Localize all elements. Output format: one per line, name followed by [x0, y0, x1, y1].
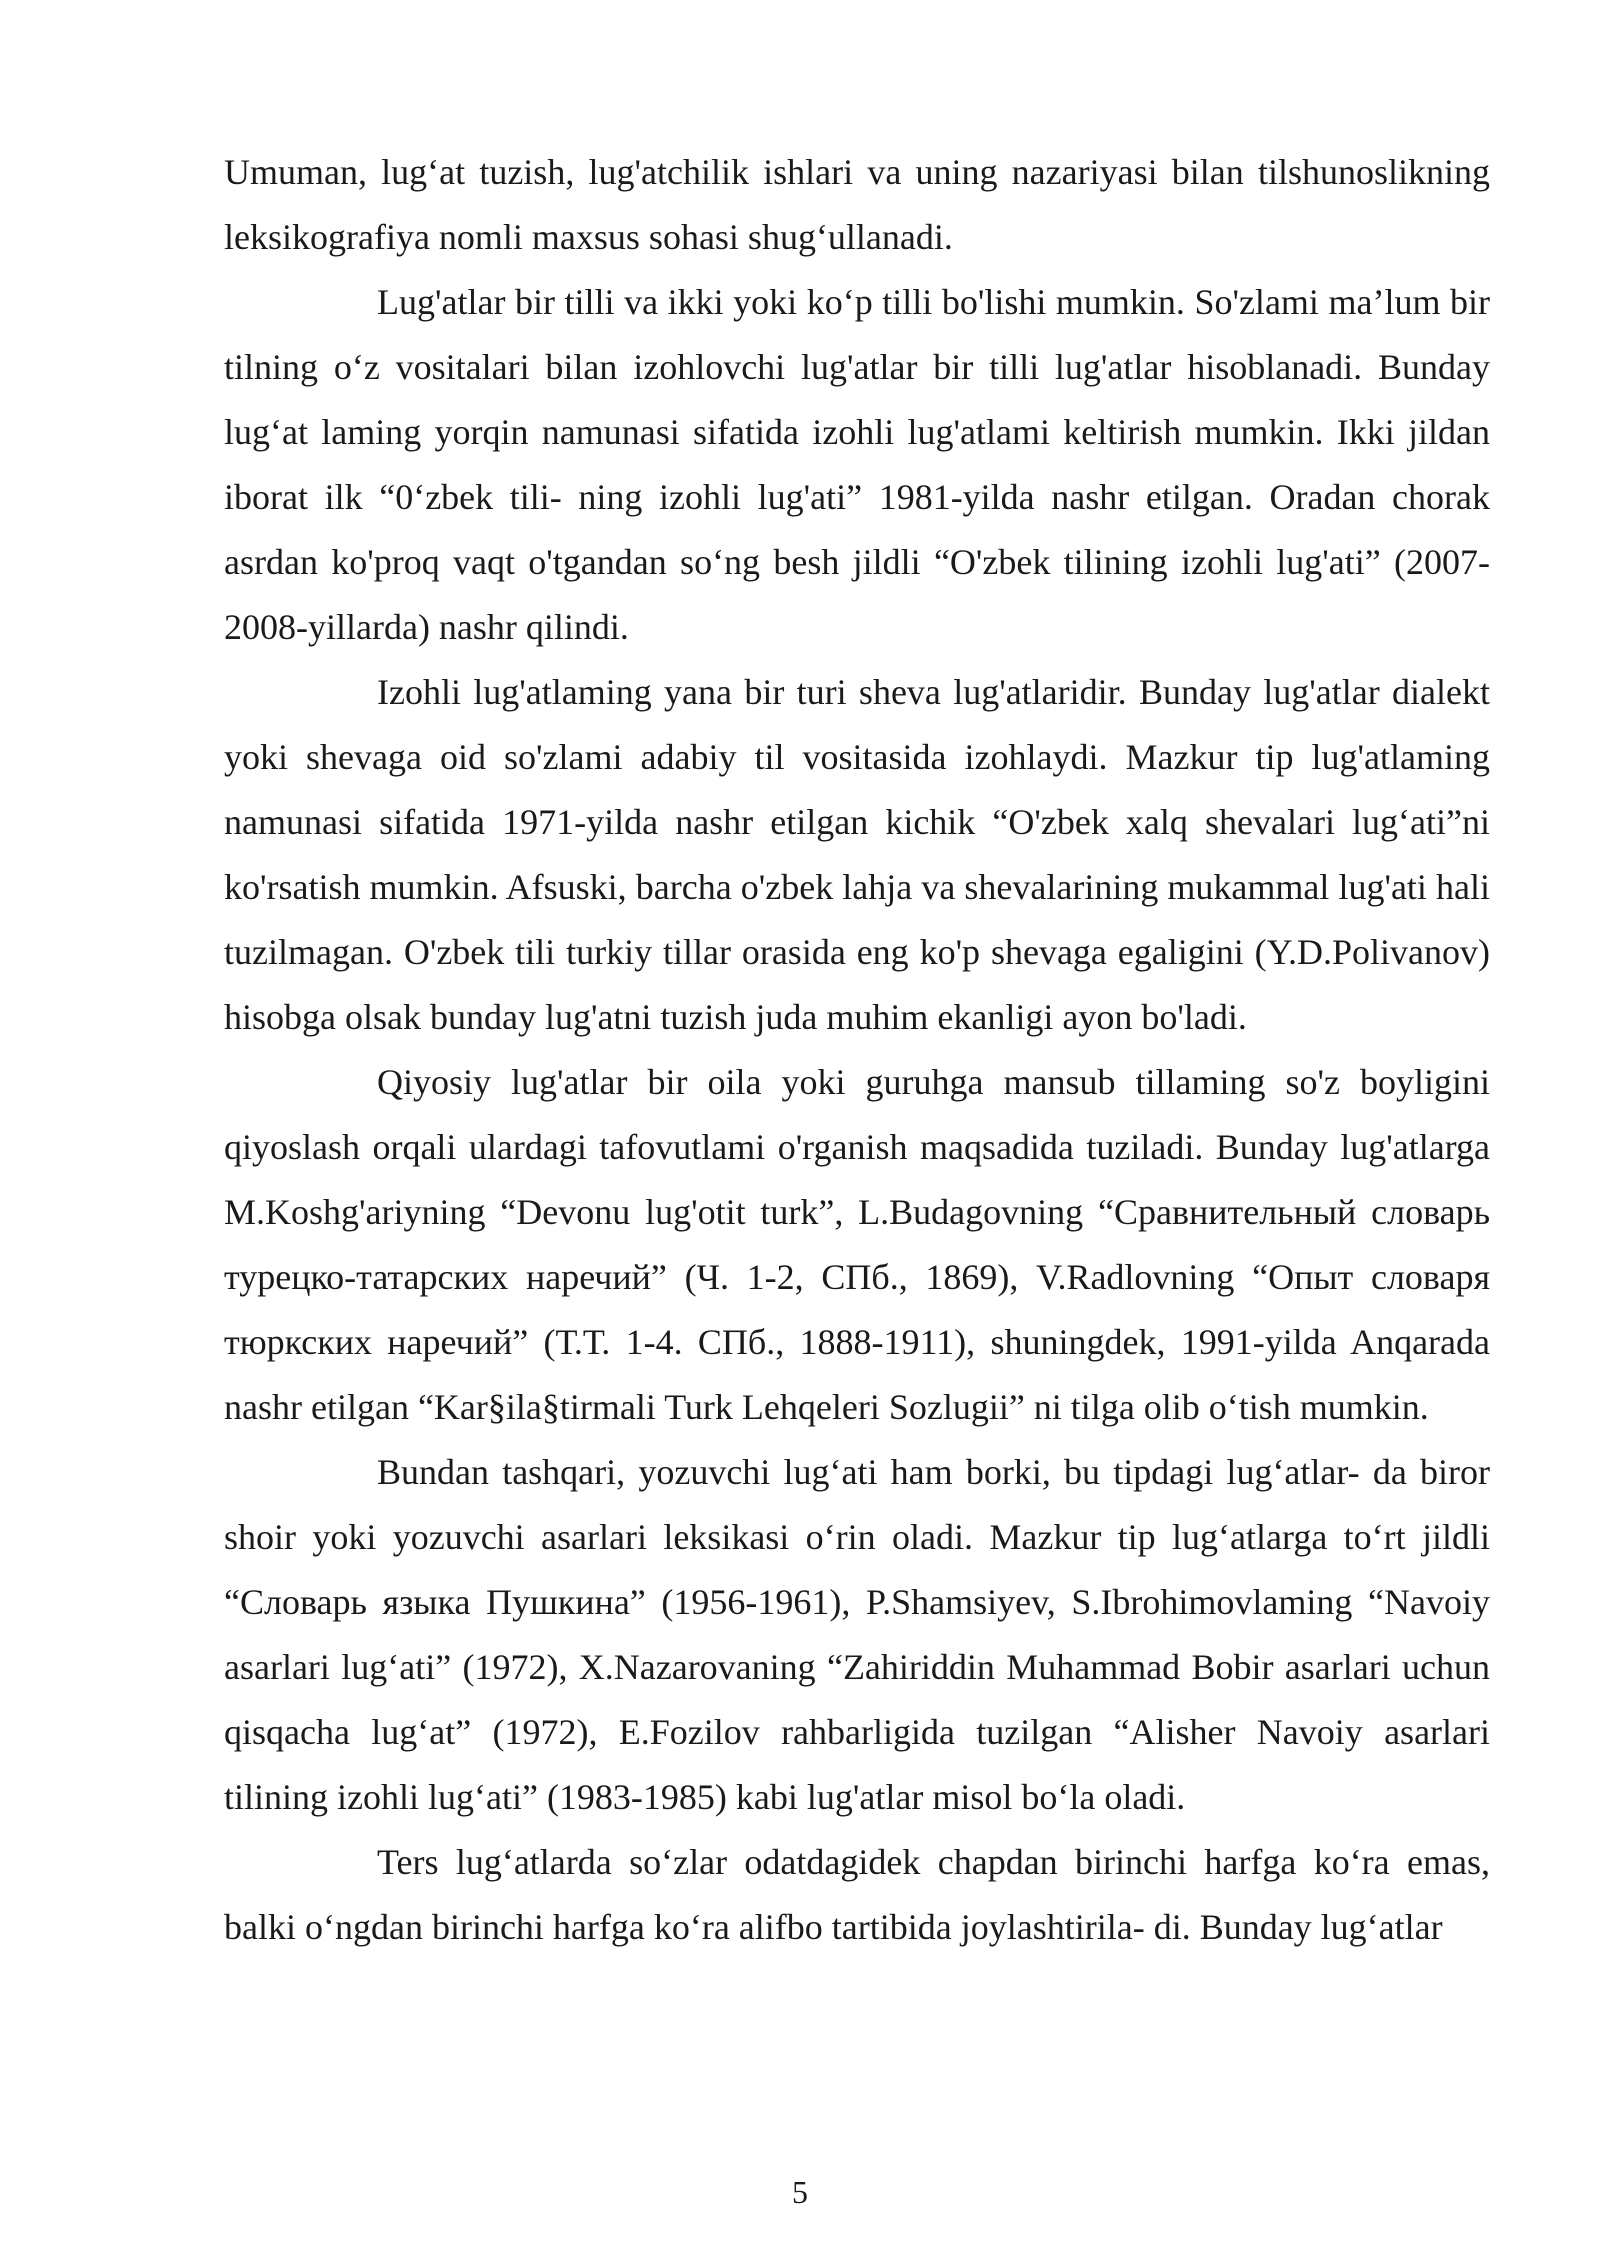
paragraph-1: Umuman, lug‘at tuzish, lug'atchilik ishlari va uning nazariyasi bilan tilshunoslikning leksikografiya nomli maxsus sohasi shug‘ullanadi. [224, 152, 1490, 257]
paragraph-6: Ters lug‘atlarda so‘zlar odatdagidek chapdan birinchi harfga ko‘ra emas, balki o‘ngdan birinchi harfga ko‘ra alifbo tartibida joylashtirila- di. Bunday lug‘atlar [224, 1842, 1490, 1947]
page-number: 5 [792, 2174, 808, 2210]
paragraph-4: Qiyosiy lug'atlar bir oila yoki guruhga mansub tillaming so'z boyligini qiyoslash orqali ulardagi tafovutlami o'rganish maqsadida tuziladi. Bunday lug'atlarga M.Koshg'ariyning “Devonu lug'otit turk”, L.Budagovning “Сравнительный словарь турецко-татарских наречий” (Ч. 1-2, СПб., 1869), V.Radlovning “Опыт словаря тюркских наречий” (Т.Т. 1-4. СПб., 1888-1911), shuningdek, 1991-yilda Anqarada nashr etilgan “Kar§ila§tirmali Turk Lehqeleri Sozlugii” ni tilga olib o‘tish mumkin. [224, 1062, 1490, 1427]
document-body [224, 140, 1490, 1960]
paragraph-2: Lug'atlar bir tilli va ikki yoki ko‘p tilli bo'lishi mumkin. So'zlami ma’lum bir tilning o‘z vositalari bilan izohlovchi lug'atlar bir tilli lug'atlar hisoblanadi. Bunday lug‘at laming yorqin namunasi sifatida izohli lug'atlami keltirish mumkin. Ikki jildan iborat ilk “0‘zbek tili- ning izohli lug'ati” 1981-yilda nashr etilgan. Oradan chorak asrdan ko'proq vaqt o'tgandan so‘ng besh jildli “O'zbek tilining izohli lug'ati” (2007-2008-yillarda) nashr qilindi. [224, 282, 1490, 647]
paragraph-5: Bundan tashqari, yozuvchi lug‘ati ham borki, bu tipdagi lug‘atlar- da biror shoir yoki yozuvchi asarlari leksikasi o‘rin oladi. Mazkur tip lug‘atlarga to‘rt jildli “Словарь языка Пушкина” (1956-1961), P.Shamsiyev, S.Ibrohimovlaming “Navoiy asarlari lug‘ati” (1972), X.Nazarovaning “Zahiriddin Muhammad Bobir asarlari uchun qisqacha lug‘at” (1972), E.Fozilov rahbarligida tuzilgan “Alisher Navoiy asarlari tilining izohli lug‘ati” (1983-1985) kabi lug'atlar misol bo‘la oladi. [224, 1452, 1490, 1817]
paragraph-3: Izohli lug'atlaming yana bir turi sheva lug'atlaridir. Bunday lug'atlar dialekt yoki shevaga oid so'zlami adabiy til vositasida izohlaydi. Mazkur tip lug'atlaming namunasi sifatida 1971-yilda nashr etilgan kichik “O'zbek xalq shevalari lug‘ati”ni ko'rsatish mumkin. Afsuski, barcha o'zbek lahja va shevalarining mukammal lug'ati hali tuzilmagan. O'zbek tili turkiy tillar orasida eng ko'p shevaga egaligini (Y.D.Polivanov) hisobga olsak bunday lug'atni tuzish juda muhim ekanligi ayon bo'ladi. [224, 672, 1490, 1037]
